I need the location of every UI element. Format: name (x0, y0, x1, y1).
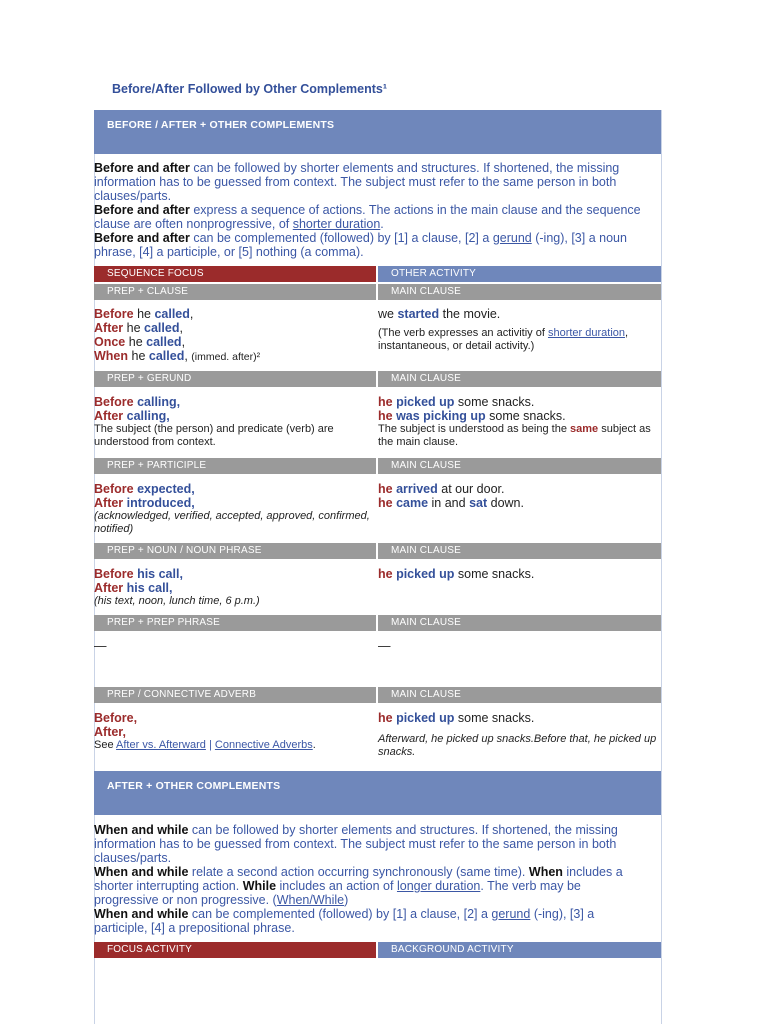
note: (immed. after)² (191, 351, 261, 363)
keyword: same (570, 423, 599, 435)
prep-clause-header: PREP + CLAUSE (94, 284, 376, 300)
verb: introduced, (123, 496, 195, 510)
keyword: When (528, 865, 563, 879)
example-line (94, 711, 374, 725)
verb: picked up (392, 395, 455, 409)
gerund-link[interactable]: gerund (491, 907, 531, 921)
participle-note: (acknowledged, verified, accepted, approved, confirmed, notified) (94, 510, 370, 535)
text: in and (428, 496, 470, 510)
text: . (380, 216, 384, 231)
main-clause-header: MAIN CLAUSE (378, 458, 661, 474)
text: down. (487, 496, 524, 510)
when-while-link[interactable]: When/While (276, 892, 345, 907)
text: (The verb expresses an activitiy of (378, 327, 548, 339)
after-vs-afterward-link[interactable]: After vs. Afterward (116, 739, 206, 751)
example-line (378, 496, 660, 510)
gerund-main-note (378, 423, 660, 449)
keyword: When and while (94, 907, 189, 921)
example-line (94, 349, 374, 364)
noun-main-clause (378, 567, 660, 581)
keyword: Before (94, 395, 134, 409)
verb: expected, (133, 482, 195, 496)
text: he (125, 335, 147, 349)
prep-gerund-examples (94, 395, 374, 449)
connective-note: Afterward, he picked up snacks.Before that, he picked up snacks. (378, 733, 657, 758)
verb: called (154, 307, 190, 321)
text: (-ing), [3] a participle, [4] a prepositional phrase. (94, 907, 595, 935)
text: can be complemented (followed) by [1] a clause, [2] a (189, 231, 493, 245)
noun-note: (his text, noon, lunch time, 6 p.m.) (94, 595, 260, 607)
shorter-duration-link[interactable]: shorter duration (292, 216, 381, 231)
text: includes a shorter interrupting action. (94, 865, 623, 893)
text: , (133, 711, 138, 725)
subject: he (378, 711, 393, 725)
text: we (378, 307, 398, 321)
keyword: While (242, 878, 277, 893)
example-line (378, 409, 660, 423)
keyword: Before (94, 711, 134, 725)
shorter-duration-link[interactable]: shorter duration (547, 327, 626, 339)
text: (-ing), [3] a noun phrase, [4] a participle, or [5] nothing (a comma). (94, 231, 627, 259)
text: , (179, 321, 183, 335)
prep-phrase-dash: — (94, 639, 107, 653)
keyword: Before and after (94, 161, 190, 175)
verb: his call, (133, 567, 183, 581)
prep-noun-examples (94, 567, 374, 608)
text: can be followed by shorter elements and structures. If shortened, the missing information has to be guessed from context. The subject must refer to the same person in both clauses/parts. (94, 161, 620, 203)
example-line (94, 581, 374, 595)
prep-clause-examples (94, 307, 374, 364)
example-line (378, 482, 660, 496)
main-clause-header: MAIN CLAUSE (378, 687, 661, 703)
text: relate a second action occurring synchronously (same time). (188, 865, 529, 879)
gerund-main-clause (378, 395, 660, 449)
intro-paragraph-1 (94, 162, 644, 203)
background-activity-header: BACKGROUND ACTIVITY (378, 942, 661, 958)
text: See (94, 739, 117, 751)
example-line (94, 496, 374, 510)
text: he (128, 349, 149, 363)
example-line (94, 307, 374, 321)
keyword: Before and after (94, 203, 190, 217)
verb: came (392, 496, 429, 510)
keyword: Before and after (94, 231, 190, 245)
main-clause-header: MAIN CLAUSE (378, 371, 661, 387)
text: the movie. (439, 307, 501, 321)
keyword: After (94, 581, 124, 595)
keyword: After (94, 409, 124, 423)
verb: calling, (133, 395, 181, 409)
text: some snacks. (454, 567, 535, 581)
when-while-paragraph-3 (94, 908, 644, 936)
text: , (181, 335, 186, 349)
text: . (312, 739, 316, 751)
text: express a sequence of actions. The actions in the main clause and the sequence clause are often nonprogressive, of (94, 203, 641, 231)
section-header-after: AFTER + OTHER COMPLEMENTS (94, 771, 661, 815)
verb: called (148, 349, 185, 363)
connective-main-clause (378, 711, 660, 759)
example-line (94, 567, 374, 581)
example-line (94, 409, 374, 423)
verb: his call, (123, 581, 173, 595)
gerund-note: The subject (the person) and predicate (verb) are understood from context. (94, 423, 334, 448)
prep-participle-header: PREP + PARTICIPLE (94, 458, 376, 474)
subject: he (378, 395, 393, 409)
example-line (94, 321, 374, 335)
text: , instantaneous, or detail activity.) (378, 327, 629, 352)
main-clause-note (378, 327, 660, 353)
sequence-focus-header: SEQUENCE FOCUS (94, 266, 376, 282)
longer-duration-link[interactable]: longer duration (396, 878, 481, 893)
keyword: After (94, 321, 124, 335)
keyword: When (94, 349, 129, 363)
when-while-paragraph-2 (94, 866, 644, 907)
keyword: When and while (94, 823, 189, 837)
separator: | (205, 739, 215, 751)
connective-adverb-header: PREP / CONNECTIVE ADVERB (94, 687, 376, 703)
verb: arrived (392, 482, 438, 496)
text: . The verb may be progressive or non progressive. ( (94, 878, 581, 907)
verb: calling, (123, 409, 170, 423)
keyword: After (94, 496, 124, 510)
text: , (184, 349, 192, 363)
prep-noun-phrase-header: PREP + NOUN / NOUN PHRASE (94, 543, 376, 559)
example-line (94, 725, 374, 739)
subject: he (378, 567, 393, 581)
main-clause-header: MAIN CLAUSE (378, 615, 661, 631)
example-line (378, 395, 660, 409)
example-line (94, 395, 374, 409)
focus-activity-header: FOCUS ACTIVITY (94, 942, 376, 958)
example-line (94, 482, 374, 496)
connective-adverbs-link[interactable]: Connective Adverbs (214, 739, 313, 751)
verb: called (144, 321, 180, 335)
main-clause-header: MAIN CLAUSE (378, 284, 661, 300)
verb: picked up (392, 711, 455, 725)
verb: was picking up (392, 409, 486, 423)
other-activity-header: OTHER ACTIVITY (378, 266, 661, 282)
verb: picked up (392, 567, 455, 581)
keyword: When and while (94, 865, 189, 879)
text: ) (344, 892, 349, 907)
keyword: Once (94, 335, 126, 349)
participle-main-clause (378, 482, 660, 510)
text: some snacks. (454, 711, 535, 725)
main-clause-header: MAIN CLAUSE (378, 543, 661, 559)
keyword: Before (94, 307, 134, 321)
text: , (122, 725, 126, 739)
connective-examples (94, 711, 374, 752)
intro-paragraph-2 (94, 204, 644, 232)
keyword: Before (94, 482, 134, 496)
verb: called (146, 335, 182, 349)
prep-prep-phrase-header: PREP + PREP PHRASE (94, 615, 376, 631)
text: some snacks. (454, 395, 535, 409)
example-line (378, 711, 660, 725)
page-title: Before/After Followed by Other Complements¹ (112, 82, 388, 96)
text: he (133, 307, 155, 321)
see-also (94, 739, 374, 752)
keyword: After (94, 725, 123, 739)
text: , (189, 307, 194, 321)
subject: he (378, 496, 393, 510)
section-header-before-after: BEFORE / AFTER + OTHER COMPLEMENTS (94, 110, 661, 154)
example-line (94, 335, 374, 349)
main-clause-example (378, 307, 660, 353)
subject: he (378, 409, 393, 423)
text: at our door. (437, 482, 505, 496)
when-while-paragraph-1 (94, 824, 644, 865)
text: can be followed by shorter elements and structures. If shortened, the missing information has to be guessed from context. The subject must refer to the same person in both clauses/parts. (94, 823, 618, 865)
text: The subject is understood as being the (378, 423, 571, 435)
keyword: Before (94, 567, 134, 581)
text: subject as the main clause. (378, 423, 651, 448)
verb: sat (469, 496, 488, 510)
intro-paragraph-3 (94, 232, 644, 260)
text: includes an action of (276, 878, 397, 893)
prep-gerund-header: PREP + GERUND (94, 371, 376, 387)
verb: started (397, 307, 440, 321)
text: he (123, 321, 145, 335)
main-clause-dash: — (378, 639, 391, 653)
text: can be complemented (followed) by [1] a clause, [2] a (188, 907, 492, 921)
example-line (378, 307, 660, 321)
subject: he (378, 482, 393, 496)
example-line (378, 567, 660, 581)
text: some snacks. (485, 409, 566, 423)
prep-participle-examples (94, 482, 374, 536)
gerund-link[interactable]: gerund (492, 231, 532, 245)
